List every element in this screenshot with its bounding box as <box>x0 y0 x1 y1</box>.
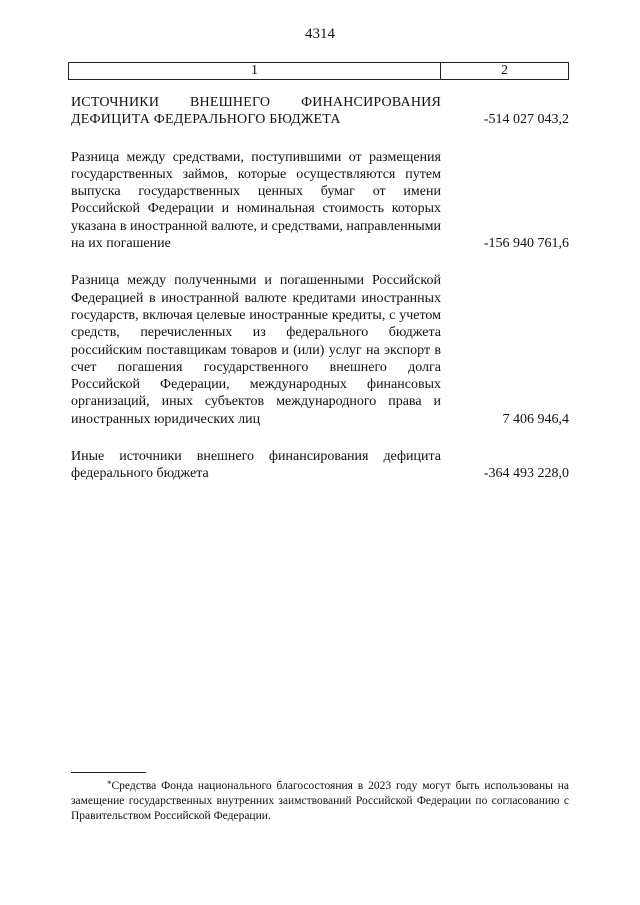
row-amount: -514 027 043,2 <box>483 112 569 127</box>
footnote <box>71 779 569 824</box>
table-row <box>71 448 569 483</box>
row-amount: 7 406 946,4 <box>502 411 569 427</box>
table-row <box>71 94 569 129</box>
footnote-text: Средства Фонда национального благосостояния в 2023 году могут быть использованы на замещение государственных внутренних заимствований Российской Федерации по согласованию с Правительством Российской Федерации. <box>71 780 569 822</box>
table-row <box>71 272 569 428</box>
row-description: Разница между полученными и погашенными Российской Федерацией в иностранной валюте кредитами иностранных государств, включая целевые иностранные кредиты, с учетом средств, перечисленных из федерального бюджета российским поставщикам товаров и (или) услуг на экспорт в счет погашения государственного внешнего долга Российской Федерации, международных финансовых организаций, иных субъектов международного права и иностранных юридических лиц <box>71 273 441 427</box>
table-row <box>71 149 569 253</box>
row-description: Разница между средствами, поступившими от размещения государственных займов, которые осуществляются путем выпуска государственных ценных бумаг от имени Российской Федерации и номинальная стоимость которых указана в иностранной валюте, и средствами, направленными на их погашение <box>71 149 441 252</box>
footnote-mark: * <box>107 779 112 789</box>
table-header-col1: 1 <box>69 63 441 79</box>
footnote-divider <box>71 772 146 773</box>
page-number: 4314 <box>305 26 335 42</box>
table-header <box>68 62 569 80</box>
table-header-col2: 2 <box>501 63 508 78</box>
row-description: ИСТОЧНИКИ ВНЕШНЕГО ФИНАНСИРОВАНИЯ ДЕФИЦИТА ФЕДЕРАЛЬНОГО БЮДЖЕТА <box>71 95 441 128</box>
row-amount: -156 940 761,6 <box>483 236 569 252</box>
row-amount: -364 493 228,0 <box>483 466 569 482</box>
row-description: Иные источники внешнего финансирования дефицита федерального бюджета <box>71 449 441 482</box>
table-body <box>71 94 569 503</box>
